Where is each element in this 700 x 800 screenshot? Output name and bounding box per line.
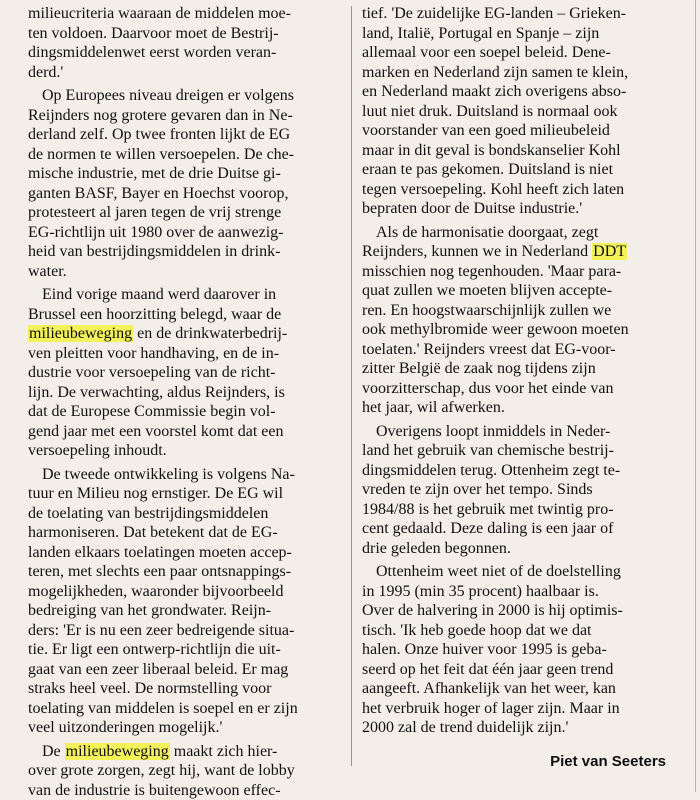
text-line: Reijnders, kunnen we in Nederland DDT xyxy=(362,242,668,262)
paragraph xyxy=(28,285,344,461)
text-line: land het gebruik van chemische bestrij- xyxy=(362,441,668,461)
paragraph xyxy=(28,465,344,738)
text-line: gaat van een zeer liberaal beleid. Er mag xyxy=(28,660,344,680)
text-line: het jaar, wil afwerken. xyxy=(362,398,668,418)
text-line: land, Italië, Portugal en Spanje – zijn xyxy=(362,24,668,44)
text-line: maar in dit geval is bondskanselier Kohl xyxy=(362,141,668,161)
text-line: dingsmiddelen terug. Ottenheim zegt te- xyxy=(362,461,668,481)
byline-row xyxy=(362,750,668,774)
text-line: tief. 'De zuidelijke EG-landen – Grieken- xyxy=(362,4,668,24)
text-line: aangeeft. Afhankelijk van het weer, kan xyxy=(362,679,668,699)
text-line: Als de harmonisatie doorgaat, zegt xyxy=(362,223,668,243)
text-line: landen elkaars toelatingen moeten accep- xyxy=(28,543,344,563)
text-line: cent gedaald. Deze daling is een jaar of xyxy=(362,519,668,539)
text-line: voorstander van een goed milieubeleid xyxy=(362,121,668,141)
text-line: Brussel een hoorzitting belegd, waar de xyxy=(28,305,344,325)
text-line: milieubeweging en de drinkwaterbedrij- xyxy=(28,324,344,344)
highlighted-term: milieubeweging xyxy=(28,325,133,342)
text-line: Eind vorige maand werd daarover in xyxy=(28,285,344,305)
text-line: veel uitzonderingen mogelijk.' xyxy=(28,718,344,738)
text-line: ganten BASF, Bayer en Hoechst voorop, xyxy=(28,184,344,204)
text-line: ook methylbromide weer gewoon moeten xyxy=(362,320,668,340)
text-line: milieucriteria waaraan de middelen moe- xyxy=(28,4,344,24)
paragraph xyxy=(28,742,344,800)
text-line: ven pleitten voor handhaving, en de in- xyxy=(28,344,344,364)
text-line: toelating van middelen is soepel en er zijn xyxy=(28,699,344,719)
paragraph xyxy=(362,223,668,418)
text-line: gend jaar met een voorstel komt dat een xyxy=(28,422,344,442)
text-line: toelaten.' Reijnders vreest dat EG-voor- xyxy=(362,340,668,360)
text-line: de normen te willen versoepelen. De che- xyxy=(28,145,344,165)
text-line: quat zullen we moeten blijven accepte- xyxy=(362,281,668,301)
paragraph xyxy=(28,4,344,82)
text-line: 2000 zal de trend duidelijk zijn.' xyxy=(362,718,668,738)
text-line: mische industrie, met de drie Duitse gi- xyxy=(28,164,344,184)
text-line: in 1995 (min 35 procent) haalbaar is. xyxy=(362,582,668,602)
paragraph xyxy=(362,4,668,219)
article-column-left xyxy=(28,4,344,800)
text-line: ders: 'Er is nu een zeer bedreigende situa- xyxy=(28,621,344,641)
text-line: Ottenheim weet niet of de doelstelling xyxy=(362,562,668,582)
text-line: versoepeling inhoudt. xyxy=(28,441,344,461)
paragraph xyxy=(28,86,344,281)
text-line: voorzitterschap, dus voor het einde van xyxy=(362,379,668,399)
text-line: allemaal voor een soepel beleid. Dene- xyxy=(362,43,668,63)
text-line: marken en Nederland zijn samen te klein, xyxy=(362,63,668,83)
text-line: water. xyxy=(28,262,344,282)
text-line: derland zelf. Op twee fronten lijkt de EG xyxy=(28,125,344,145)
highlighted-term: milieubeweging xyxy=(65,743,170,760)
text-line: dat de Europese Commissie begin vol- xyxy=(28,402,344,422)
text-line: luut niet druk. Duitsland is normaal ook xyxy=(362,102,668,122)
text-line: misschien nog tegenhouden. 'Maar para- xyxy=(362,262,668,282)
text-line: over grote zorgen, zegt hij, want de lobby xyxy=(28,761,344,781)
highlighted-term: DDT xyxy=(592,243,627,260)
text-line: EG-richtlijn uit 1980 over de aanwezig- xyxy=(28,223,344,243)
text-line: de toelating van bestrijdingsmiddelen xyxy=(28,504,344,524)
paragraph xyxy=(362,562,668,738)
text-line: Overigens loopt inmiddels in Neder- xyxy=(362,422,668,442)
text-line: eraan te pas gekomen. Duitsland is niet xyxy=(362,160,668,180)
text-line: dingsmiddelenwet eerst worden veran- xyxy=(28,43,344,63)
page-edge xyxy=(695,0,696,792)
text-line: mogelijkheden, waaronder bijvoorbeeld xyxy=(28,582,344,602)
text-line: tie. Er ligt een ontwerp-richtlijn die uit- xyxy=(28,640,344,660)
text-line: straks heel veel. De normstelling voor xyxy=(28,679,344,699)
text-line: bedreiging van het grondwater. Reijn- xyxy=(28,601,344,621)
text-line: Op Europees niveau dreigen er volgens xyxy=(28,86,344,106)
text-line: tisch. 'Ik heb goede hoop dat we dat xyxy=(362,621,668,641)
text-line: ten voldoen. Daarvoor moet de Bestrij- xyxy=(28,24,344,44)
text-line: van de industrie is buitengewoon effec- xyxy=(28,781,344,800)
text-line: derd.' xyxy=(28,63,344,83)
text-line: dustrie voor versoepeling van de richt- xyxy=(28,363,344,383)
text-line: De milieubeweging maakt zich hier- xyxy=(28,742,344,762)
text-line: ren. En hoogstwaarschijnlijk zullen we xyxy=(362,301,668,321)
text-line: Reijnders nog grotere gevaren dan in Ne- xyxy=(28,106,344,126)
text-line: heid van bestrijdingsmiddelen in drink- xyxy=(28,242,344,262)
text-line: vreden te zijn over het tempo. Sinds xyxy=(362,480,668,500)
text-line: bepraten door de Duitse industrie.' xyxy=(362,199,668,219)
text-line: tegen versoepeling. Kohl heeft zich laten xyxy=(362,180,668,200)
text-line: zitter België de zaak nog tijdens zijn xyxy=(362,359,668,379)
text-line: lijn. De verwachting, aldus Reijnders, is xyxy=(28,383,344,403)
article-column-right-body xyxy=(362,4,668,738)
text-line: 1984/88 is het gebruik met twintig pro- xyxy=(362,500,668,520)
author-signature: Piet van Seeters xyxy=(550,753,666,770)
text-line: seerd op het feit dat één jaar geen trend xyxy=(362,660,668,680)
text-line: drie geleden begonnen. xyxy=(362,539,668,559)
text-line: en Nederland maakt zich overigens abso- xyxy=(362,82,668,102)
text-line: halen. Onze huiver voor 1995 is geba- xyxy=(362,640,668,660)
article-column-right xyxy=(362,4,668,774)
column-divider xyxy=(351,6,352,766)
text-line: protesteert al jaren tegen de vrij strenge xyxy=(28,203,344,223)
paragraph xyxy=(362,422,668,559)
text-line: tuur en Milieu nog ernstiger. De EG wil xyxy=(28,484,344,504)
text-line: De tweede ontwikkeling is volgens Na- xyxy=(28,465,344,485)
text-line: teren, met slechts een paar ontsnappings- xyxy=(28,562,344,582)
text-line: het verbruik hoger of lager zijn. Maar in xyxy=(362,699,668,719)
text-line: Over de halvering in 2000 is hij optimis- xyxy=(362,601,668,621)
text-line: harmoniseren. Dat betekent dat de EG- xyxy=(28,523,344,543)
